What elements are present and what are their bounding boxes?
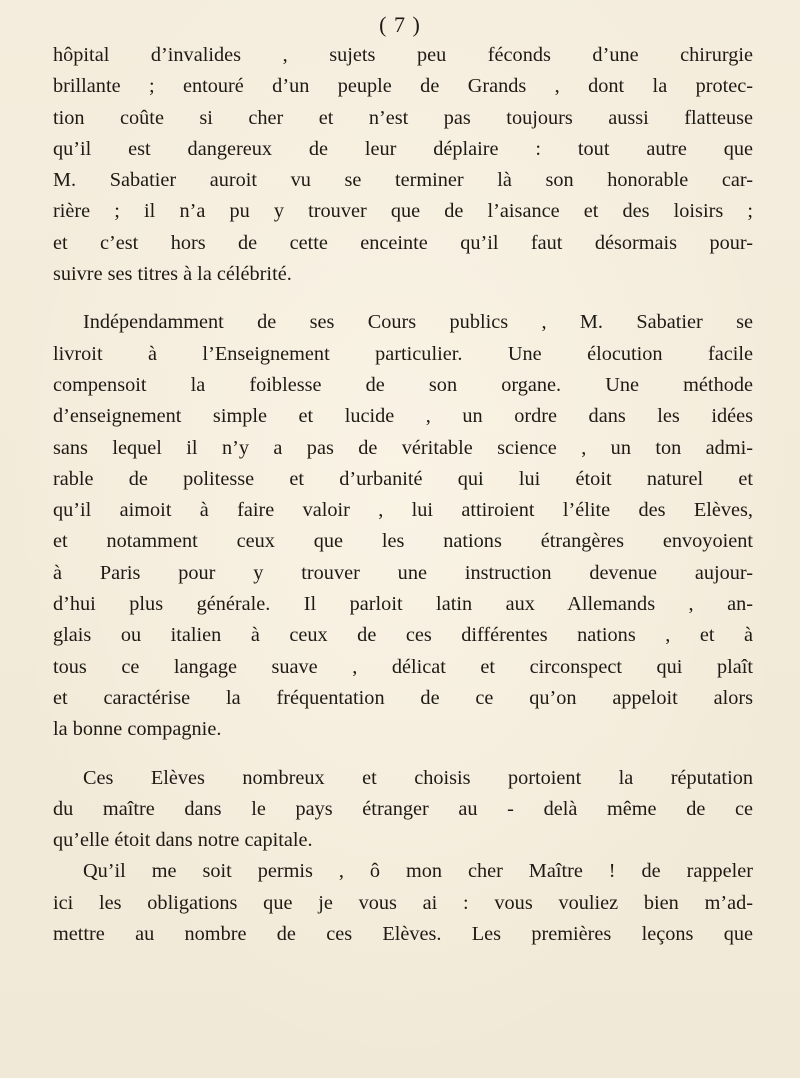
text-line: et notamment ceux que les nations étrangères envoyoient	[53, 530, 753, 553]
text-line: rable de politesse et d’urbanité qui lui étoit naturel et	[53, 467, 753, 490]
text-line: ici les obligations que je vous ai : vous vouliez bien m’ad-	[53, 891, 753, 914]
text-line: compensoit la foiblesse de son organe. Une méthode	[53, 373, 753, 396]
text-line: qu’il aimoit à faire valoir , lui attiroient l’élite des Elèves,	[53, 499, 753, 522]
text-line: la bonne compagnie.	[53, 718, 222, 741]
text-line: tion coûte si cher et n’est pas toujours aussi flatteuse	[53, 106, 753, 129]
text-line: livroit à l’Enseignement particulier. Une élocution facile	[53, 342, 753, 365]
text-line: d’enseignement simple et lucide , un ordre dans les idées	[53, 405, 753, 428]
text-line: du maître dans le pays étranger au - delà même de ce	[53, 797, 753, 820]
text-line: suivre ses titres à la célébrité.	[53, 263, 292, 286]
text-line: et caractérise la fréquentation de ce qu’on appeloit alors	[53, 686, 753, 709]
paragraph-spacer	[53, 746, 753, 763]
paragraph-2	[53, 307, 753, 745]
text-line: Qu’il me soit permis , ô mon cher Maître ! de rappeler	[83, 860, 753, 883]
text-line: hôpital d’invalides , sujets peu féconds d’une chirurgie	[53, 44, 753, 66]
text-line: glais ou italien à ceux de ces différentes nations , et à	[53, 624, 753, 647]
paragraph-3	[53, 763, 753, 857]
paragraph-1	[53, 40, 753, 290]
text-line: tous ce langage suave , délicat et circonspect qui plaît	[53, 655, 753, 678]
text-line: rière ; il n’a pu y trouver que de l’aisance et des loisirs ;	[53, 200, 753, 223]
text-line: M. Sabatier auroit vu se terminer là son honorable car-	[53, 169, 753, 192]
text-line: brillante ; entouré d’un peuple de Grands , dont la protec-	[53, 75, 753, 98]
text-line: à Paris pour y trouver une instruction devenue aujour-	[53, 561, 753, 584]
paragraph-4	[53, 856, 753, 950]
paragraph-spacer	[53, 290, 753, 307]
text-line: qu’il est dangereux de leur déplaire : tout autre que	[53, 137, 753, 160]
text-line: d’hui plus générale. Il parloit latin aux Allemands , an-	[53, 593, 753, 616]
text-line: sans lequel il n’y a pas de véritable science , un ton admi-	[53, 436, 753, 459]
text-line: mettre au nombre de ces Elèves. Les premières leçons que	[53, 923, 753, 946]
text-line: qu’elle étoit dans notre capitale.	[53, 829, 313, 852]
page-number: ( 7 )	[379, 12, 421, 37]
text-line: et c’est hors de cette enceinte qu’il faut désormais pour-	[53, 231, 753, 254]
text-line: Indépendamment de ses Cours publics , M. Sabatier se	[83, 311, 753, 334]
text-line: Ces Elèves nombreux et choisis portoient la réputation	[83, 766, 753, 789]
text-body	[53, 40, 753, 950]
